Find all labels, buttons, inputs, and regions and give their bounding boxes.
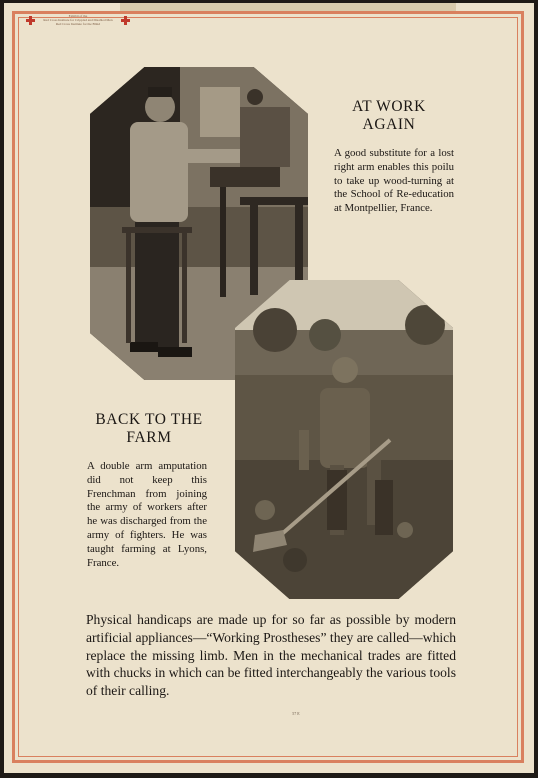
section-text-at-work-again: A good substitute for a lost right arm enables this poilu to take up wood-turning at the School of Re-education at Montpellier, France.	[334, 147, 454, 215]
header-text	[38, 14, 118, 26]
exhibit-header	[26, 13, 130, 31]
header-line-2: Red Cross Institute for Crippled and Disabled Men	[43, 18, 113, 22]
section-title-at-work-again: AT WORK AGAIN	[352, 98, 426, 133]
closing-paragraph: Physical handicaps are made up for so far as possible by modern artificial appliances—“Working Prostheses” they are called—which replace the missing limb. Men in the mechanical trades are fitted with chucks in which can be fitted interchangeably the various tools of their calling.	[86, 612, 456, 699]
header-line-1: Exhibit of the	[68, 14, 88, 18]
section-title-back-to-the-farm: BACK TO THE FARM	[95, 411, 203, 446]
red-cross-icon	[121, 16, 130, 25]
section-text-back-to-the-farm: A double arm amputation did not keep this Frenchman from joining the army of workers after he was discharged from the army of fighters. He was taught farming at Lyons, France.	[87, 460, 207, 569]
farm-photo	[235, 280, 453, 599]
tape-strip	[120, 3, 456, 11]
red-cross-icon	[26, 16, 35, 25]
poster	[4, 3, 534, 773]
header-line-3: Red Cross Institute for the Blind	[55, 22, 101, 26]
stamp-mark: 57 E	[292, 711, 300, 716]
